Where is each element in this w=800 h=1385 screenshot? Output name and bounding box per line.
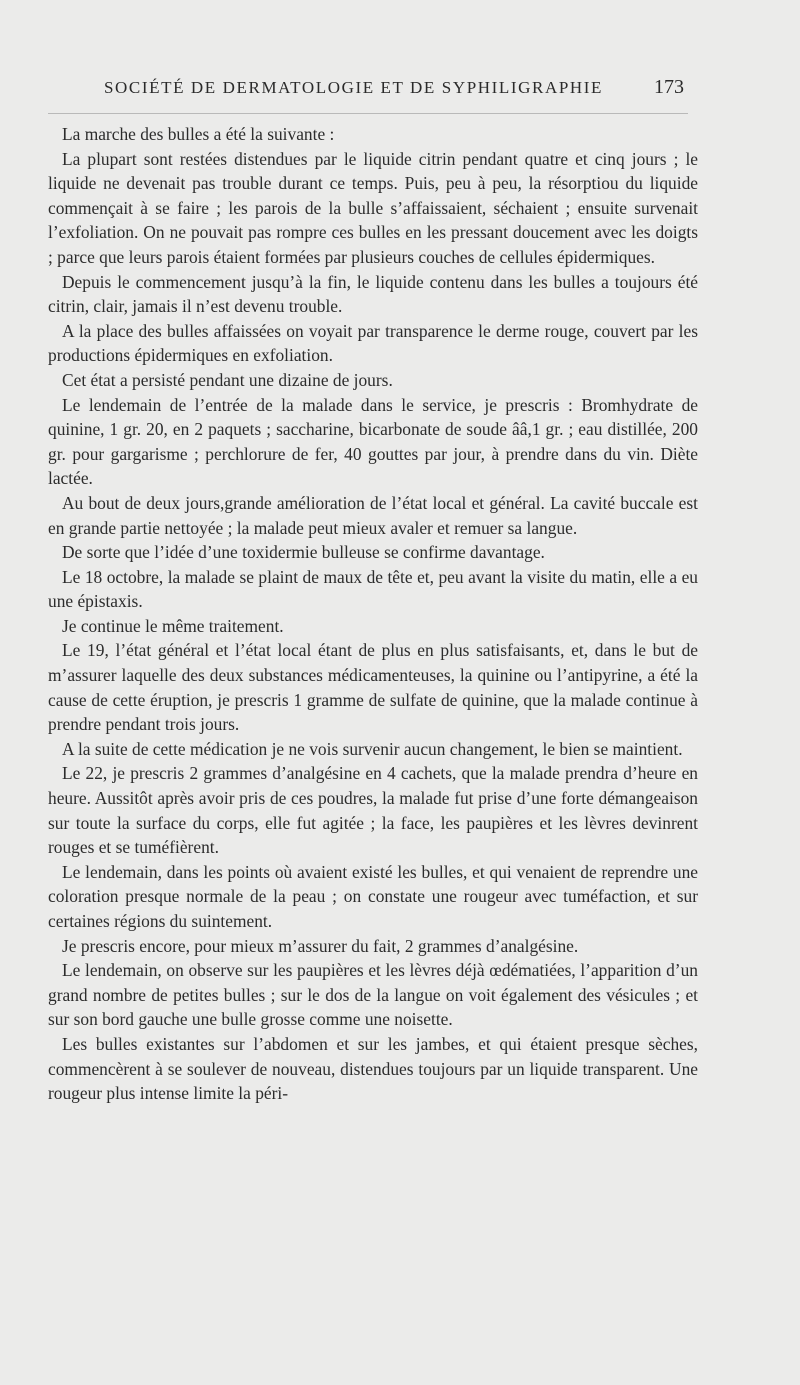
paragraph: La plupart sont restées distendues par le liquide citrin pendant quatre et cinq jours ; le liquide ne devenait pas trouble durant ce temps. Puis, peu à peu, la résorptiou du liquide commençait à se faire ; les parois de la bulle s’affaissaient, séchaient ; ensuite survenait l’exfoliation. On ne pouvait pas rompre ces bulles en les pressant doucement avec les doigts ; parce que leurs parois étaient formées par plusieurs couches de cellules épidermiques. xyxy=(48,148,698,267)
page-number: 173 xyxy=(654,76,684,98)
paragraph: A la place des bulles affaissées on voyait par transparence le derme rouge, couvert par les productions épidermiques en exfoliation. xyxy=(48,320,698,366)
running-title: SOCIÉTÉ DE DERMATOLOGIE ET DE SYPHILIGRAPHIE xyxy=(104,78,604,97)
header-rule xyxy=(48,113,688,114)
page-header xyxy=(48,76,688,102)
paragraph: Je prescris encore, pour mieux m’assurer du fait, 2 grammes d’analgésine. xyxy=(62,935,579,956)
paragraph: Cet état a persisté pendant une dizaine de jours. xyxy=(62,369,393,390)
paragraph: Le 18 octobre, la malade se plaint de maux de tête et, peu avant la visite du matin, elle a eu une épistaxis. xyxy=(48,566,698,612)
paragraph: Je continue le même traitement. xyxy=(62,615,284,636)
paragraph: Le lendemain de l’entrée de la malade dans le service, je prescris : Bromhydrate de quinine, 1 gr. 20, en 2 paquets ; saccharine, bicarbonate de soude ââ,1 gr. ; eau distillée, 200 gr. pour gargarisme ; perchlorure de fer, 40 gouttes par jour, à prendre dans du vin. Diète lactée. xyxy=(48,394,698,489)
paragraph: Le 22, je prescris 2 grammes d’analgésine en 4 cachets, que la malade prendra d’heure en heure. Aussitôt après avoir pris de ces poudres, la malade fut prise d’une forte démangeaison sur toute la surface du corps, elle fut agitée ; la face, les paupières et les lèvres devinrent rouges et se tuméfièrent. xyxy=(48,763,698,858)
paragraph: La marche des bulles a été la suivante : xyxy=(62,124,335,144)
paragraph: De sorte que l’idée d’une toxidermie bulleuse se confirme davantage. xyxy=(62,542,545,563)
paragraph: Le lendemain, on observe sur les paupières et les lèvres déjà œdématiées, l’apparition d’un grand nombre de petites bulles ; sur le dos de la langue on voit également des vésicules ; et sur son bord gauche une bulle grosse comme une noisette. xyxy=(48,960,698,1030)
paragraph: Depuis le commencement jusqu’à la fin, le liquide contenu dans les bulles a toujours été citrin, clair, jamais il n’est devenu trouble. xyxy=(48,271,698,317)
paragraph: Au bout de deux jours,grande amélioration de l’état local et général. La cavité buccale est en grande partie nettoyée ; la malade peut mieux avaler et remuer sa langue. xyxy=(48,492,698,538)
paragraph: A la suite de cette médication je ne vois survenir aucun changement, le bien se maintient. xyxy=(62,738,683,759)
paragraph: Le lendemain, dans les points où avaient existé les bulles, et qui venaient de reprendre une coloration presque normale de la peau ; on constate une rougeur avec tuméfaction, et sur certaines régions du suintement. xyxy=(48,861,698,931)
paragraph: Les bulles existantes sur l’abdomen et sur les jambes, et qui étaient presque sèches, commencèrent à se soulever de nouveau, distendues toujours par un liquide transparent. Une rougeur plus intense limite la péri- xyxy=(48,1033,698,1104)
body-text xyxy=(48,122,698,1106)
paragraph: Le 19, l’état général et l’état local étant de plus en plus satisfaisants, et, dans le but de m’assurer laquelle des deux substances médicamenteuses, la quinine ou l’antipyrine, a été la cause de cette éruption, je prescris 1 gramme de sulfate de quinine, que la malade continue à prendre pendant trois jours. xyxy=(48,640,698,735)
